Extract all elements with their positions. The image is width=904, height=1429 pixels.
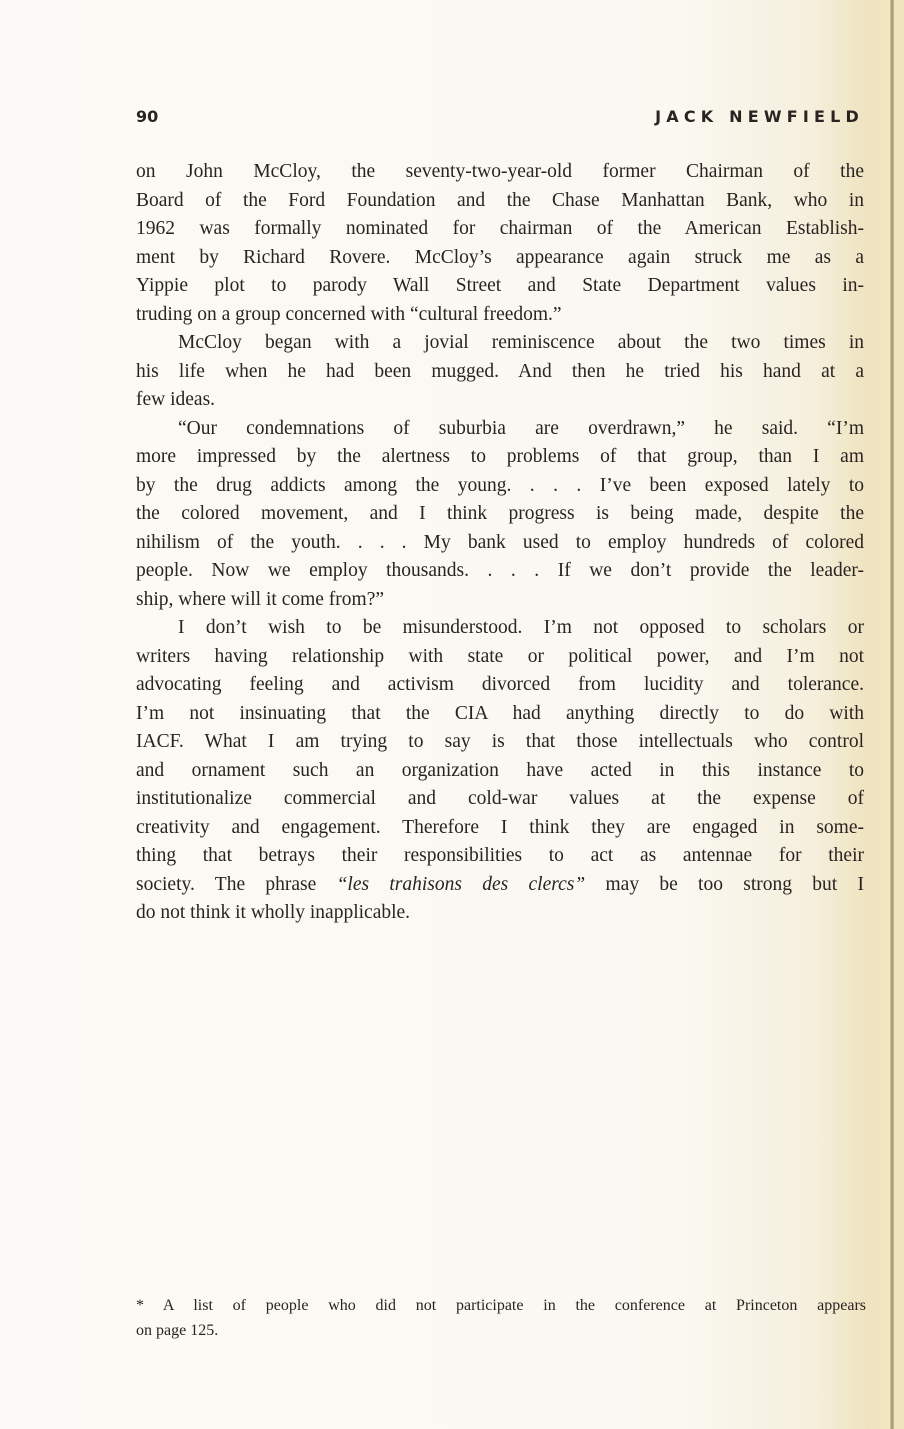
text-line: thing that betrays their responsibilities to act as antennae for their (136, 845, 864, 866)
binding-shadow (890, 0, 894, 1429)
text-line: I don’t wish to be misunderstood. I’m not opposed to scholars or (178, 617, 864, 638)
text-line: the colored movement, and I think progress is being made, despite the (136, 503, 864, 524)
footnote (136, 1293, 866, 1343)
text-line: ment by Richard Rovere. McCloy’s appearance again struck me as a (136, 246, 864, 268)
text-line: IACF. What I am trying to say is that those intellectuals who control (136, 731, 864, 752)
text-line: creativity and engagement. Therefore I think they are engaged in some- (136, 816, 864, 838)
text-line: “Our condemnations of suburbia are overdrawn,” he said. “I’m (178, 417, 864, 439)
text-line: nihilism of the youth. . . . My bank used to employ hundreds of colored (136, 531, 864, 553)
italic-phrase: “les trahisons des clercs” (336, 873, 586, 895)
text-line: institutionalize commercial and cold-war values at the expense of (136, 788, 864, 809)
text-line: Yippie plot to parody Wall Street and State Department values in- (136, 275, 864, 296)
text-line: more impressed by the alertness to problems of that group, than I am (136, 446, 864, 467)
text-line: on John McCloy, the seventy-two-year-old former Chairman of the (136, 161, 864, 182)
text-line: I’m not insinuating that the CIA had anything directly to do with (136, 702, 864, 724)
text-line: ship, where will it come from?” (136, 588, 385, 610)
text-line: truding on a group concerned with “cultural freedom.” (136, 303, 562, 325)
text-line: people. Now we employ thousands. . . . If we don’t provide the leader- (136, 560, 864, 581)
text-line: McCloy began with a jovial reminiscence about the two times in (178, 332, 864, 353)
text-line: his life when he had been mugged. And then he tried his hand at a (136, 360, 864, 382)
text-segment: society. The phrase (136, 873, 337, 895)
text-line: do not think it wholly inapplicable. (136, 902, 411, 923)
text-line: advocating feeling and activism divorced from lucidity and tolerance. (136, 674, 864, 695)
text-line: Board of the Ford Foundation and the Chase Manhattan Bank, who in (136, 189, 864, 211)
text-segment: may be too strong but I (585, 873, 864, 895)
text-line: by the drug addicts among the young. . . . I’ve been exposed lately to (136, 474, 864, 496)
text-line: few ideas. (136, 389, 216, 410)
footnote-line: on page 125. (136, 1322, 219, 1339)
text-line: writers having relationship with state or political power, and I’m not (136, 645, 864, 667)
page-edge (894, 0, 904, 1429)
text-line: 1962 was formally nominated for chairman of the American Establish- (136, 218, 864, 239)
text-line: and ornament such an organization have acted in this instance to (136, 759, 864, 781)
footnote-line: * A list of people who did not participate in the conference at Princeton appears (136, 1297, 866, 1314)
running-head: JACK NEWFIELD (655, 107, 864, 126)
page-number: 90 (136, 107, 159, 126)
body-text (136, 158, 864, 928)
text-line (136, 871, 864, 900)
